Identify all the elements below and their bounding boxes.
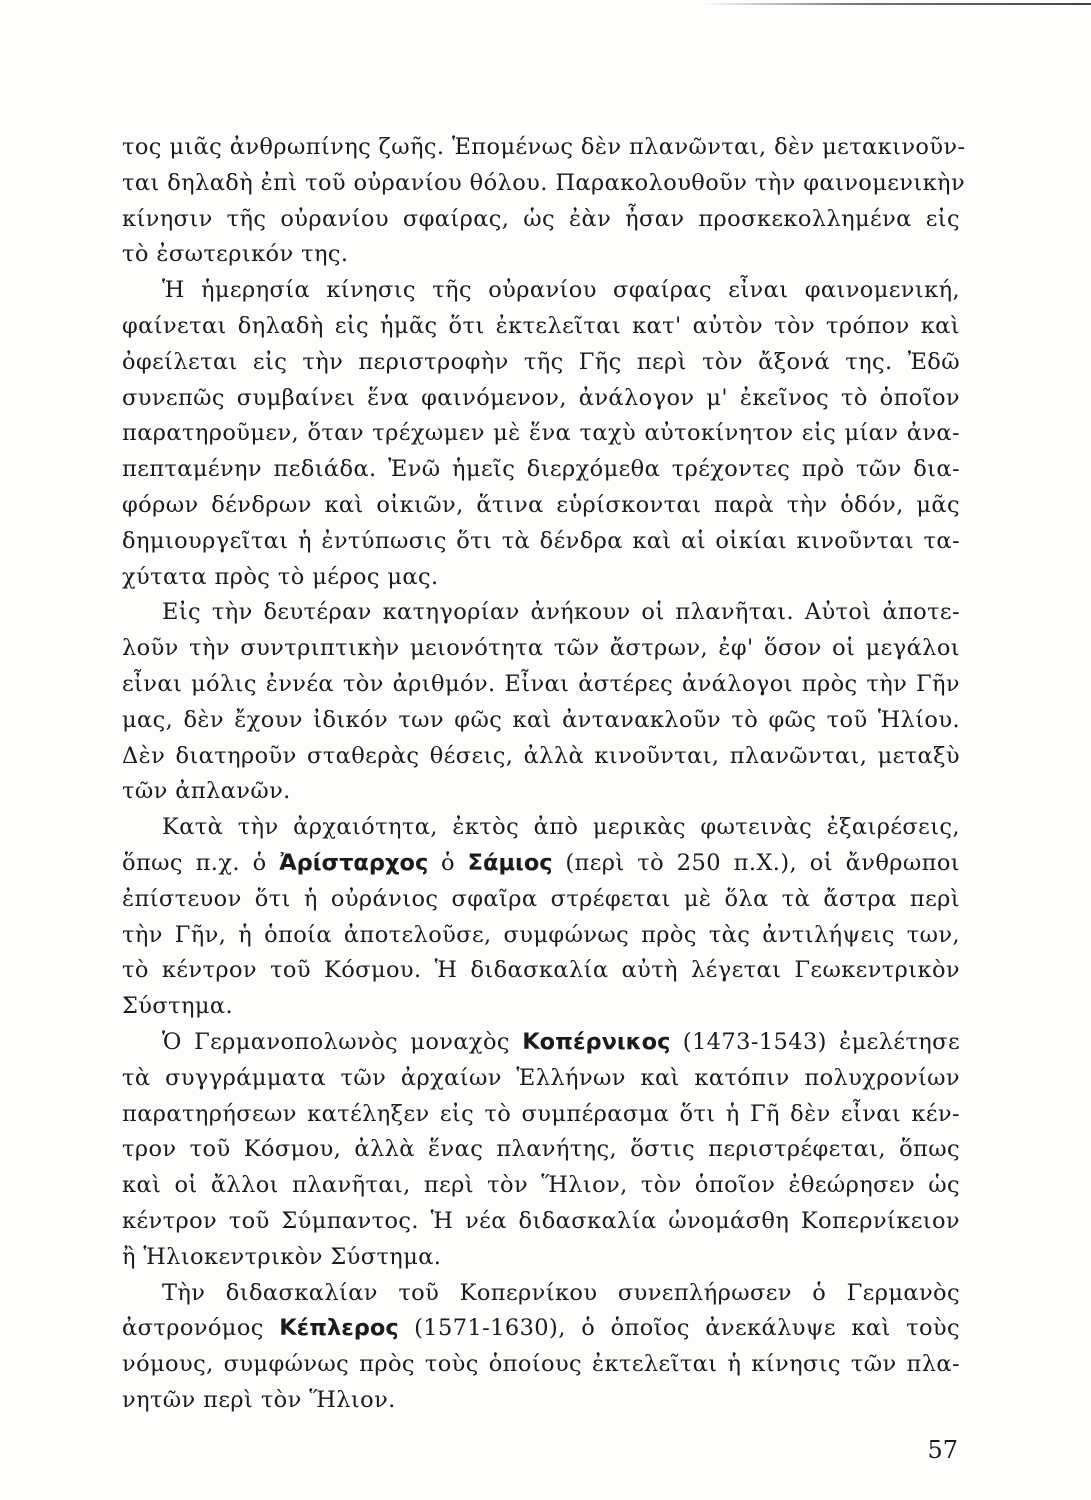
text-span: τος μιᾶς ἀνθρωπίνης ζωῆς. Ἑπομένως δὲν πλανῶνται, δὲν μετακινοῦν- bbox=[122, 134, 966, 160]
text-line bbox=[122, 1167, 960, 1203]
text-span: δημιουργεῖται ἡ ἐντύπωσις ὅτι τὰ δένδρα καὶ αἱ οἰκίαι κινοῦνται τα- bbox=[122, 527, 960, 554]
text-span: Δὲν διατηροῦν σταθερὰς θέσεις, ἀλλὰ κινοῦνται, πλανῶνται, μεταξὺ bbox=[122, 742, 960, 769]
text-span: ὁ bbox=[428, 850, 468, 876]
text-span: τρον τοῦ Κόσμου, ἀλλὰ ἕνας πλανήτης, ὅστις περιστρέφεται, ὅπως bbox=[122, 1136, 960, 1163]
text-span: (1473-1543) ἐμελέτησε bbox=[670, 1029, 961, 1055]
text-line bbox=[122, 845, 960, 881]
text-line bbox=[122, 451, 960, 487]
text-span: τῶν ἀπλανῶν. bbox=[122, 778, 291, 805]
text-span: παρατηρήσεων κατέληξεν εἰς τὸ συμπέρασμα ὅτι ἡ Γῆ δὲν εἶναι κέν- bbox=[122, 1100, 960, 1127]
text-span: νητῶν περὶ τὸν Ἥλιον. bbox=[122, 1387, 396, 1413]
text-line bbox=[122, 380, 960, 416]
text-span: φαίνεται δηλαδὴ εἰς ἡμᾶς ὅτι ἐκτελεῖται κατ' αὐτὸν τὸν τρόπον καὶ bbox=[122, 313, 960, 339]
text-span: εἶναι μόλις ἐννέα τὸν ἀριθμόν. Εἶναι ἀστέρες ἀνάλογοι πρὸς τὴν Γῆν bbox=[122, 671, 960, 697]
text-line bbox=[162, 1024, 960, 1060]
text-line bbox=[122, 308, 960, 344]
bold-name: Κέπλερος bbox=[279, 1315, 399, 1342]
text-line bbox=[122, 702, 960, 738]
text-span: τὴν Γῆν, ἡ ὁποία ἀποτελοῦσε, συμφώνως πρὸς τὰς ἀντιλήψεις των, bbox=[122, 921, 960, 948]
text-span: φόρων δένδρων καὶ οἰκιῶν, ἅτινα εὑρίσκονται παρὰ τὴν ὁδόν, μᾶς bbox=[122, 492, 960, 518]
text-span: κέντρον τοῦ Σύμπαντος. Ἡ νέα διδασκαλία ὠνομάσθη Κοπερνίκειον bbox=[122, 1208, 960, 1234]
text-span: χύτατα πρὸς τὸ μέρος μας. bbox=[122, 563, 439, 590]
text-line bbox=[162, 594, 960, 630]
text-span: Σύστημα. bbox=[122, 993, 234, 1020]
text-span: παρατηροῦμεν, ὅταν τρέχωμεν μὲ ἕνα ταχὺ αὐτοκίνητον εἰς μίαν ἀνα- bbox=[122, 420, 960, 447]
text-span: ὀφείλεται εἰς τὴν περιστροφὴν τῆς Γῆς περὶ τὸν ἄξονά της. Ἐδῶ bbox=[122, 348, 960, 375]
text-line bbox=[122, 344, 960, 380]
bold-name: Ἀρίσταρχος bbox=[279, 850, 429, 876]
text-line bbox=[122, 236, 960, 272]
text-span: τὸ ἐσωτερικόν της. bbox=[122, 241, 349, 268]
text-span: καὶ οἱ ἄλλοι πλανῆται, περὶ τὸν Ἥλιον, τὸν ὁποῖον ἐθεώρησεν ὡς bbox=[122, 1172, 960, 1199]
text-span: ται δηλαδὴ ἐπὶ τοῦ οὐρανίου θόλου. Παρακολουθοῦν τὴν φαινομενικὴν bbox=[122, 169, 966, 196]
text-line bbox=[122, 1382, 960, 1418]
text-span: κίνησιν τῆς οὐρανίου σφαίρας, ὡς ἐὰν ἦσαν προσκεκολλημένα εἰς bbox=[122, 205, 960, 232]
text-span: τὰ συγγράμματα τῶν ἀρχαίων Ἑλλήνων καὶ κατόπιν πολυχρονίων bbox=[122, 1064, 960, 1091]
text-span: νόμους, συμφώνως πρὸς τοὺς ὁποίους ἐκτελεῖται ἡ κίνησις τῶν πλα- bbox=[122, 1351, 960, 1378]
text-line bbox=[122, 201, 960, 237]
bold-name: Σάμιος bbox=[467, 850, 553, 876]
text-line bbox=[122, 523, 960, 559]
text-span: συνεπῶς συμβαίνει ἕνα φαινόμενον, ἀνάλογον μ' ἐκεῖνος τὸ ὁποῖον bbox=[122, 384, 960, 411]
text-line bbox=[122, 666, 960, 702]
text-span: Ὁ Γερμανοπολωνὸς μοναχὸς bbox=[162, 1029, 523, 1055]
text-line bbox=[122, 881, 960, 917]
text-span: Κατὰ τὴν ἀρχαιότητα, ἐκτὸς ἀπὸ μερικὰς φωτεινὰς ἐξαιρέσεις, bbox=[162, 814, 960, 841]
text-span: ὅπως π.χ. ὁ bbox=[122, 850, 280, 876]
text-line bbox=[122, 1346, 960, 1382]
text-line bbox=[122, 559, 960, 595]
text-line bbox=[122, 1310, 960, 1346]
text-span: (1571-1630), ὁ ὁποῖος ἀνεκάλυψε καὶ τοὺς bbox=[398, 1315, 960, 1342]
text-span: Ἡ ἡμερησία κίνησις τῆς οὐρανίου σφαίρας εἶναι φαινομενική, bbox=[162, 277, 960, 304]
text-line bbox=[122, 738, 960, 774]
text-span: Εἰς τὴν δευτέραν κατηγορίαν ἀνήκουν οἱ πλανῆται. Αὐτοὶ ἀποτε- bbox=[162, 599, 960, 626]
text-line bbox=[122, 630, 960, 666]
text-span: ἐπίστευον ὅτι ἡ οὐράνιος σφαῖρα στρέφεται μὲ ὅλα τὰ ἄστρα περὶ bbox=[122, 885, 960, 912]
text-line bbox=[122, 988, 960, 1024]
text-line bbox=[162, 1275, 960, 1311]
text-line bbox=[122, 487, 960, 523]
page-number: 57 bbox=[927, 1436, 958, 1464]
text-line bbox=[122, 415, 960, 451]
text-span: ἀστρονόμος bbox=[122, 1315, 280, 1342]
text-span: (περὶ τὸ 250 π.Χ.), οἱ ἄνθρωποι bbox=[552, 850, 961, 876]
text-line bbox=[122, 1239, 960, 1275]
text-span: πεπταμένην πεδιάδα. Ἐνῶ ἡμεῖς διερχόμεθα τρέχοντες πρὸ τῶν δια- bbox=[122, 456, 960, 483]
text-line bbox=[122, 1131, 960, 1167]
text-span: λοῦν τὴν συντριπτικὴν μειονότητα τῶν ἄστρων, ἐφ' ὅσον οἱ μεγάλοι bbox=[122, 635, 960, 662]
bold-name: Κοπέρνικος bbox=[522, 1029, 671, 1055]
text-line bbox=[122, 165, 966, 201]
text-span: Τὴν διδασκαλίαν τοῦ Κοπερνίκου συνεπλήρωσεν ὁ Γερμανὸς bbox=[162, 1279, 960, 1306]
text-line bbox=[122, 917, 960, 953]
text-line bbox=[122, 1203, 960, 1239]
text-line bbox=[122, 1096, 960, 1132]
text-line bbox=[162, 809, 960, 845]
text-line bbox=[122, 129, 966, 165]
text-line bbox=[122, 952, 960, 988]
text-line bbox=[162, 272, 960, 308]
text-span: ἢ Ἡλιοκεντρικὸν Σύστημα. bbox=[122, 1243, 442, 1270]
text-line bbox=[122, 773, 960, 809]
text-span: τὸ κέντρον τοῦ Κόσμου. Ἡ διδασκαλία αὐτὴ λέγεται Γεωκεντρικὸν bbox=[122, 957, 960, 984]
text-line bbox=[122, 1060, 960, 1096]
text-span: μας, δὲν ἔχουν ἰδικόν των φῶς καὶ ἀντανακλοῦν τὸ φῶς τοῦ Ἡλίου. bbox=[122, 706, 960, 733]
